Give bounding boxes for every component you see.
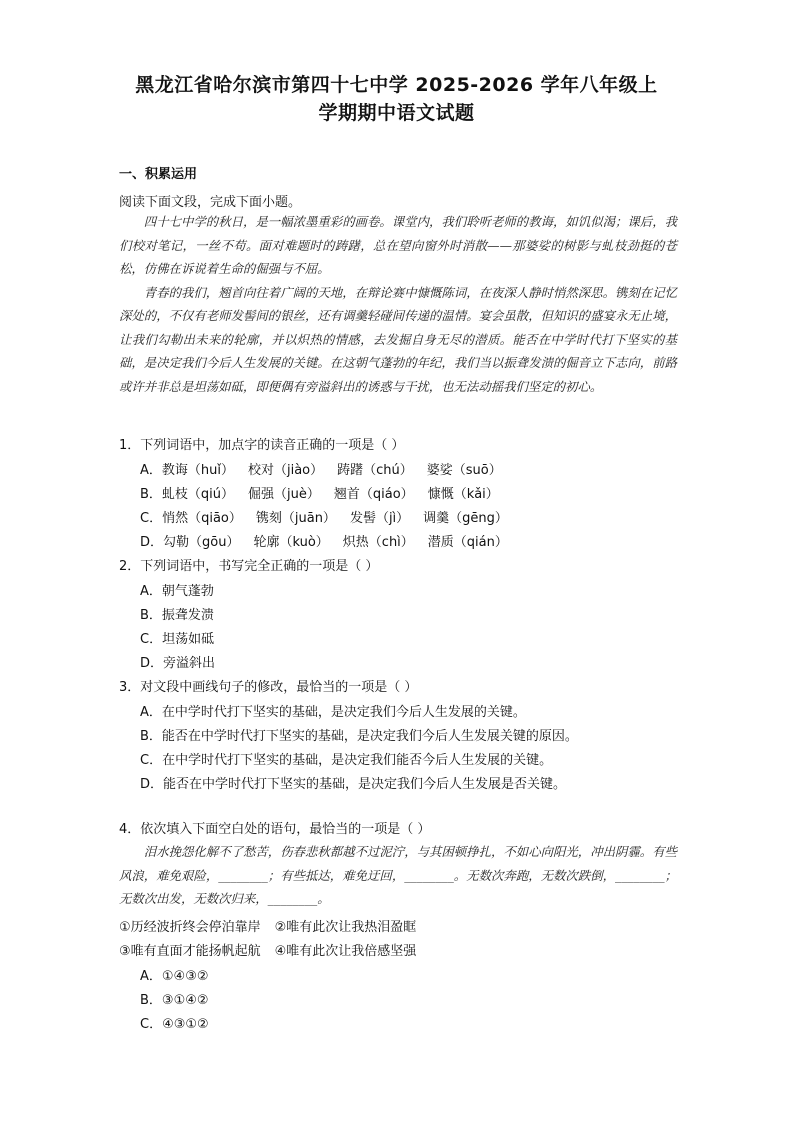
question-1-option-b: B．虬枝（qiú） 倔强（juè） 翘首（qiáo） 慷慨（kǎi） bbox=[140, 487, 499, 502]
question-2-option-c: C．坦荡如砥 bbox=[140, 632, 215, 647]
question-3-option-b: B．能否在中学时代打下坚实的基础，是决定我们今后人生发展关键的原因。 bbox=[140, 729, 578, 744]
question-3-stem: 3．对文段中画线句子的修改，最恰当的一项是（ ） bbox=[119, 680, 418, 695]
question-1-option-c: C．悄然（qiāo） 镌刻（juān） 发髻（jì） 调羹（gēng） bbox=[140, 511, 508, 526]
question-1-option-a: A．教诲（huǐ） 校对（jiào） 踌躇（chú） 婆娑（suō） bbox=[140, 463, 502, 478]
question-4-passage: 泪水挽怨化解不了愁苦，伤春悲秋都越不过泥泞，与其困顿挣扎，不如心向阳光，冲出阴霾。有些风浪，难免艰险，________；有些抵达，难免迂回，________。无数次奔跑，无数次跌倒，________；无数次出发，无数次归来，________。 bbox=[119, 844, 677, 906]
question-2-stem: 2．下列词语中，书写完全正确的一项是（ ） bbox=[119, 559, 379, 574]
question-2-option-b: B．振聋发溃 bbox=[140, 608, 214, 623]
question-4-choices-row-2: ③唯有直面才能扬帆起航 ④唯有此次让我倍感坚强 bbox=[119, 944, 417, 959]
question-4-option-c: C．④③①② bbox=[140, 1017, 209, 1032]
question-4-option-a: A．①④③② bbox=[140, 969, 209, 984]
section-heading: 一、积累运用 bbox=[119, 167, 198, 182]
exam-title-line1: 黑龙江省哈尔滨市第四十七中学 2025-2026 学年八年级上 bbox=[135, 74, 658, 96]
question-4-stem: 4．依次填入下面空白处的语句，最恰当的一项是（ ） bbox=[119, 822, 431, 837]
reading-instruction: 阅读下面文段，完成下面小题。 bbox=[119, 195, 302, 210]
question-3-option-c: C．在中学时代打下坚实的基础，是决定我们能否今后人生发展的关键。 bbox=[140, 753, 553, 768]
exam-title-line2: 学期期中语文试题 bbox=[318, 102, 475, 124]
passage-paragraph-2: 青春的我们，翘首向往着广阔的天地，在辩论赛中慷慨陈词，在夜深人静时悄然深思。镌刻在记忆深处的，不仅有老师发髻间的银丝，还有调羹轻碰间传递的温情。宴会虽散，但知识的盛宴永无止境，让我们勾勒出未来的轮廓，并以炽热的情感，去发掘自身无尽的潜质。能否在中学时代打下坚实的基础，是决定我们今后人生发展的关键。在这朝气蓬勃的年纪，我们当以振聋发溃的倔音立下志向，前路或许并非总是坦荡如砥，即便偶有旁溢斜出的诱惑与干扰，也无法动摇我们坚定的初心。 bbox=[119, 284, 677, 394]
question-3-option-d: D．能否在中学时代打下坚实的基础，是决定我们今后人生发展是否关键。 bbox=[140, 777, 567, 792]
question-4-option-b: B．③①④② bbox=[140, 993, 209, 1008]
question-2-option-d: D．旁溢斜出 bbox=[140, 656, 216, 671]
question-3-option-a: A．在中学时代打下坚实的基础，是决定我们今后人生发展的关键。 bbox=[140, 705, 526, 720]
reading-passage bbox=[119, 210, 677, 398]
question-1-stem: 1．下列词语中，加点字的读音正确的一项是（ ） bbox=[119, 438, 405, 453]
passage-paragraph-1: 四十七中学的秋日，是一幅浓墨重彩的画卷。课堂内，我们聆听老师的教诲，如饥似渴；课后，我们校对笔记，一丝不苟。面对难题时的踌躇，总在望向窗外时消散——那婆娑的树影与虬枝劲挺的苍松，仿佛在诉说着生命的倔强与不屈。 bbox=[119, 214, 677, 276]
question-2-option-a: A．朝气蓬勃 bbox=[140, 584, 214, 599]
question-4-choices-row-1: ①历经波折终会停泊靠岸 ②唯有此次让我热泪盈眶 bbox=[119, 920, 417, 935]
question-1-option-d: D．勾勒（gōu） 轮廓（kuò） 炽热（chì） 潜质（qián） bbox=[140, 535, 508, 550]
